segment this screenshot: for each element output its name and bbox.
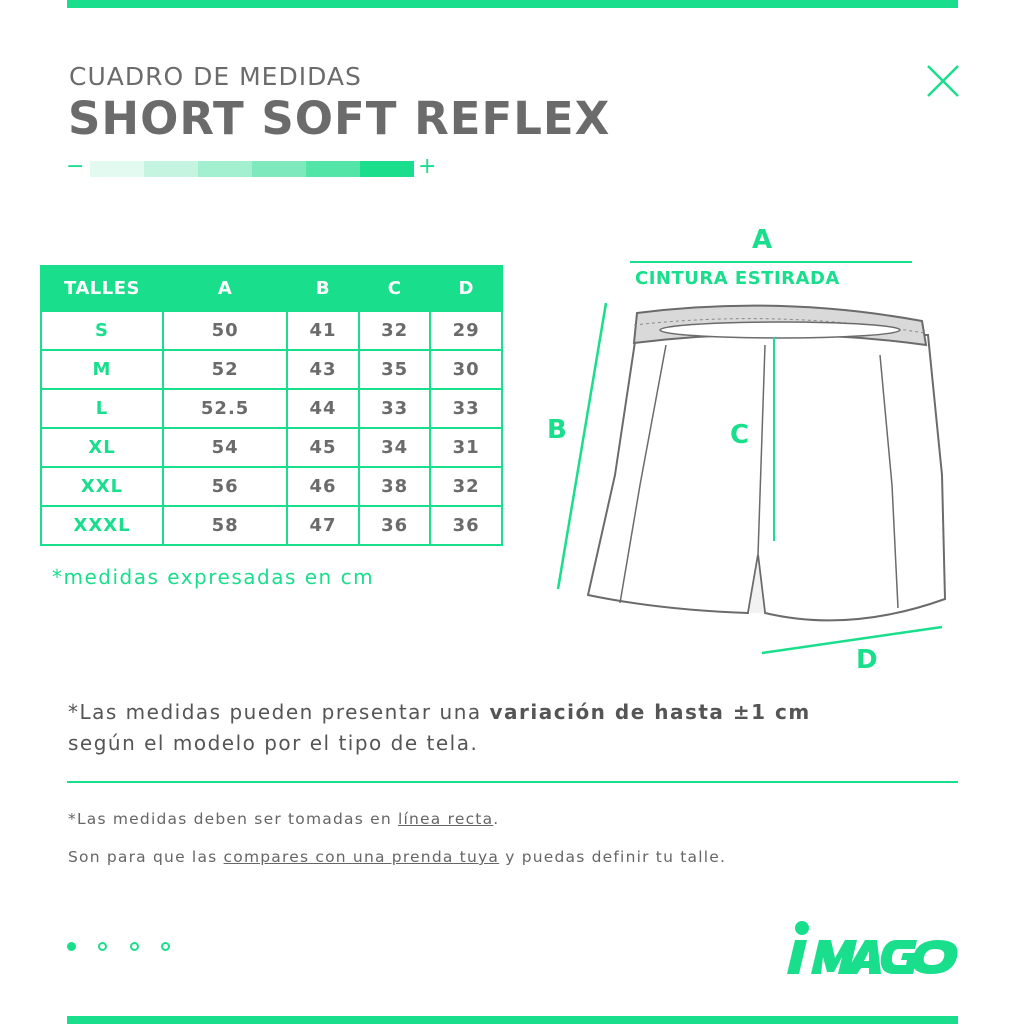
size-cell: M xyxy=(41,350,163,389)
measure-cell: 38 xyxy=(359,467,431,506)
size-cell: L xyxy=(41,389,163,428)
measure-cell: 34 xyxy=(359,428,431,467)
units-note: *medidas expresadas en cm xyxy=(52,565,375,589)
scale-segment xyxy=(360,161,414,177)
measure-cell: 32 xyxy=(430,467,502,506)
column-header: TALLES xyxy=(41,266,163,311)
fine-print-text: *Las medidas deben ser tomadas en xyxy=(68,810,399,828)
table-row xyxy=(41,350,502,389)
column-header: C xyxy=(359,266,431,311)
scale-segment xyxy=(252,161,306,177)
measure-cell: 31 xyxy=(430,428,502,467)
label-b: B xyxy=(547,415,567,445)
size-chart-table xyxy=(40,265,503,546)
page-dot-3[interactable] xyxy=(130,942,139,951)
measure-cell: 54 xyxy=(163,428,287,467)
page-dot-1[interactable] xyxy=(67,942,76,951)
measure-cell: 29 xyxy=(430,311,502,350)
fit-scale xyxy=(66,154,446,180)
table-row xyxy=(41,428,502,467)
label-a-description: CINTURA ESTIRADA xyxy=(635,268,840,289)
measure-cell: 56 xyxy=(163,467,287,506)
measure-cell: 58 xyxy=(163,506,287,545)
measure-cell: 32 xyxy=(359,311,431,350)
straight-line-link[interactable]: línea recta xyxy=(398,810,494,828)
shorts-diagram xyxy=(540,225,960,689)
scale-segment xyxy=(198,161,252,177)
shorts-illustration xyxy=(540,225,960,685)
variation-text-end: según el modelo por el tipo de tela. xyxy=(68,731,479,755)
scale-segment xyxy=(90,161,144,177)
page-dot-4[interactable] xyxy=(161,942,170,951)
column-header: B xyxy=(287,266,359,311)
scale-minus-label: − xyxy=(66,154,85,179)
close-button[interactable] xyxy=(924,62,962,100)
close-icon xyxy=(924,62,962,100)
imago-logo xyxy=(785,920,960,980)
size-cell: XXL xyxy=(41,467,163,506)
measure-cell: 35 xyxy=(359,350,431,389)
table-row xyxy=(41,389,502,428)
measure-cell: 30 xyxy=(430,350,502,389)
scale-plus-label: + xyxy=(418,154,437,179)
table-row xyxy=(41,467,502,506)
imago-logo-icon xyxy=(785,920,960,976)
column-header: D xyxy=(430,266,502,311)
measure-cell: 46 xyxy=(287,467,359,506)
measure-cell: 44 xyxy=(287,389,359,428)
measure-cell: 52.5 xyxy=(163,389,287,428)
scale-segment xyxy=(144,161,198,177)
bottom-accent-bar xyxy=(67,1016,958,1024)
size-cell: S xyxy=(41,311,163,350)
size-cell: XXXL xyxy=(41,506,163,545)
measure-cell: 36 xyxy=(430,506,502,545)
scale-segment xyxy=(306,161,360,177)
fine-print-line-2 xyxy=(68,848,726,866)
measure-cell: 43 xyxy=(287,350,359,389)
compare-garment-link[interactable]: compares con una prenda tuya xyxy=(223,848,500,866)
column-header: A xyxy=(163,266,287,311)
top-accent-bar xyxy=(67,0,958,8)
fine-print-text: y puedas definir tu talle. xyxy=(499,848,727,866)
table-header-row xyxy=(41,266,502,311)
page-subtitle: CUADRO DE MEDIDAS xyxy=(69,62,362,91)
table-row xyxy=(41,506,502,545)
fine-print-line-1 xyxy=(68,810,499,828)
table-row xyxy=(41,311,502,350)
measure-cell: 33 xyxy=(430,389,502,428)
variation-text-start: *Las medidas pueden presentar una xyxy=(68,700,490,724)
variation-note xyxy=(68,697,968,759)
size-cell: XL xyxy=(41,428,163,467)
measure-cell: 52 xyxy=(163,350,287,389)
page-title: SHORT SOFT REFLEX xyxy=(68,92,611,145)
section-divider xyxy=(67,781,958,783)
measure-cell: 36 xyxy=(359,506,431,545)
measure-cell: 33 xyxy=(359,389,431,428)
label-a: A xyxy=(752,225,773,255)
label-c: C xyxy=(730,420,750,450)
measure-cell: 50 xyxy=(163,311,287,350)
variation-bold: variación de hasta ±1 cm xyxy=(489,700,811,724)
label-d: D xyxy=(856,645,878,675)
measure-cell: 47 xyxy=(287,506,359,545)
measure-cell: 45 xyxy=(287,428,359,467)
fine-print-text: . xyxy=(493,810,500,828)
fine-print-text: Son para que las xyxy=(68,848,224,866)
measure-cell: 41 xyxy=(287,311,359,350)
page-dot-2[interactable] xyxy=(98,942,107,951)
